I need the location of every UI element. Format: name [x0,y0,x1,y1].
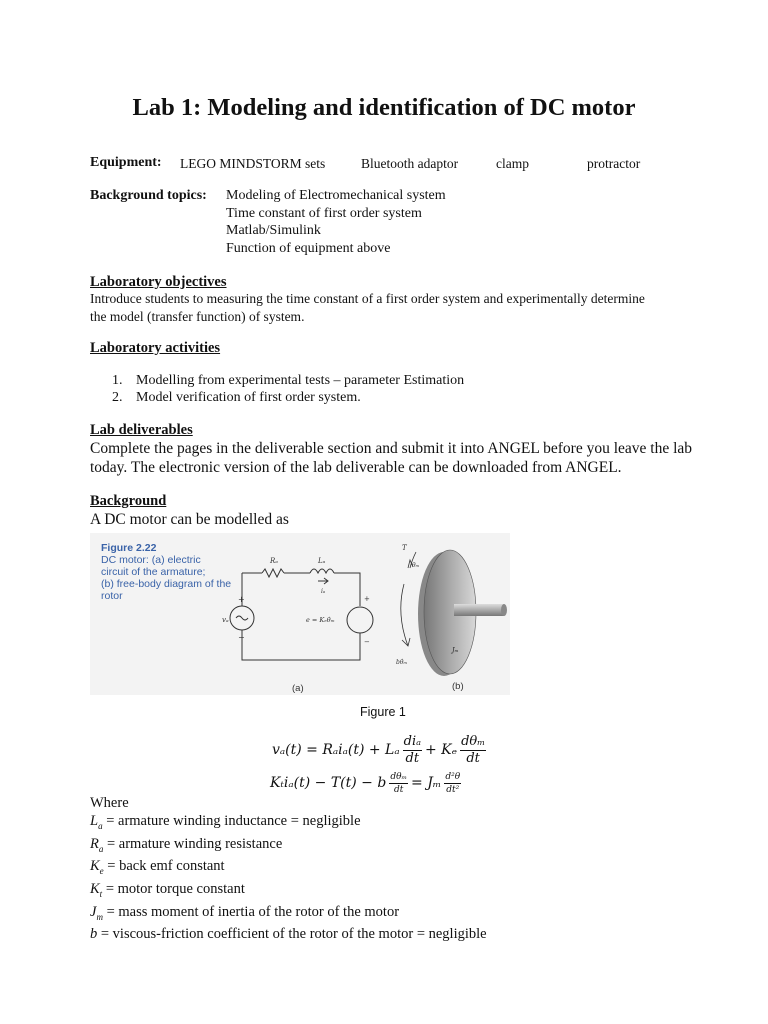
eq1-fraction-2 [460,734,486,767]
objectives-line: the model (transfer function) of system. [90,308,305,324]
definition-text: = armature winding inductance = negligible [102,813,361,829]
equation-1 [272,732,489,768]
fraction-denominator: dt [405,750,420,766]
figure-caption-line: circuit of the armature; [101,566,206,578]
topics-list [226,187,446,257]
definition-symbol: K [90,881,100,898]
definition-subscript: a [98,843,104,854]
deliverables-line: Complete the pages in the deliverable section and submit it into ANGEL before you leave the lab [90,440,693,457]
eq2-mid: = Jₘ [411,775,442,791]
list-text: Modelling from experimental tests – parameter Estimation [136,373,465,388]
label-inertia: Jₘ [452,646,459,654]
figure-sub-a: (a) [292,683,304,694]
label-ia: iₐ [321,588,326,595]
definition-symbol: K [90,858,100,875]
fraction-denominator: dt² [446,784,460,795]
figure-caption-line: DC motor: (a) electric [101,554,201,566]
figure-caption-line: rotor [101,590,123,602]
label-torque: T [402,544,407,552]
definition-item [90,926,730,944]
fraction-numerator: dθₘ [390,771,408,782]
equipment-item: Bluetooth adaptor [361,156,459,171]
figure-caption-line: (b) free-body diagram of the [101,578,232,590]
list-number: 1. [112,373,123,388]
topic-item: Function of equipment above [226,240,391,256]
deliverables-heading: Lab deliverables [90,422,193,438]
eq1-mid: + Kₑ [425,742,458,758]
definition-text: = motor torque constant [102,881,245,898]
label-plus: + [364,595,370,603]
definition-text: = viscous-friction coefficient of the rotor of the motor = negligible [97,926,487,943]
label-minus: − [364,638,370,646]
equipment-item: protractor [587,156,641,171]
eq2-lhs: Kₜiₐ(t) − T(t) − b [270,775,387,791]
list-text: Model verification of first order system. [136,390,361,405]
topic-item: Time constant of first order system [226,205,422,221]
label-friction: bθ̇ₘ [396,659,408,666]
definition-symbol: R [90,835,99,852]
objectives-line: Introduce students to measuring the time constant of a first order system and experimentally determine [90,291,645,306]
definition-symbol: b [90,926,98,943]
activities-list [112,372,464,406]
definition-subscript: m [96,911,103,922]
eq2-fraction-1 [389,771,408,796]
deliverables-text [90,440,740,477]
definition-item [90,836,730,859]
list-item [112,389,464,406]
rotor-diagram [390,540,510,680]
definition-text: = armature winding resistance [103,835,283,852]
label-va: vₐ [222,616,229,624]
definition-text: = mass moment of inertia of the rotor of the motor [102,903,400,920]
page-title: Lab 1: Modeling and identification of DC motor [132,94,636,121]
definition-subscript: e [99,866,104,877]
background-intro: A DC motor can be modelled as [90,511,289,528]
definition-subscript: t [99,888,103,899]
fraction-denominator: dt [393,784,404,795]
definition-symbol: J [90,903,97,920]
armature-circuit-diagram [220,548,380,668]
definition-item [90,881,730,904]
definition-text: = back emf constant [103,858,225,875]
definition-subscript: a [98,820,103,831]
label-emf: e = Kₑθ̇ₘ [306,616,335,624]
label-la: Lₐ [318,557,326,565]
label-plus: + [238,595,245,604]
deliverables-line: today. The electronic version of the lab deliverable can be downloaded from ANGEL. [90,458,622,476]
eq1-lhs: vₐ(t) = Rₐiₐ(t) + Lₐ [272,742,400,758]
definition-symbol: L [90,813,99,829]
objectives-heading: Laboratory objectives [90,274,227,290]
fraction-numerator: dθₘ [461,733,486,749]
list-number: 2. [112,390,123,405]
fraction-numerator: d²θ [445,771,461,782]
background-heading: Background [90,493,167,509]
objectives-text [90,290,730,325]
label-minus: − [238,633,245,642]
eq2-fraction-2 [444,771,461,796]
background-topics-label: Background topics: [90,188,207,203]
equipment-label: Equipment: [90,155,162,170]
definition-item [90,858,730,881]
equation-2 [270,768,464,798]
topic-item: Modeling of Electromechanical system [226,188,446,203]
fraction-denominator: dt [466,750,480,766]
topic-item: Matlab/Simulink [226,223,321,238]
activities-heading: Laboratory activities [90,340,221,356]
figure-caption [101,542,231,602]
fraction-numerator: diₐ [403,733,421,749]
figure-caption-title: Figure 2.22 [101,542,157,554]
equipment-item: clamp [496,156,529,171]
list-item [112,372,464,389]
definition-item [90,813,730,836]
label-theta: θₘ [412,562,420,569]
eq1-fraction-1 [403,734,422,767]
figure-label: Figure 1 [360,705,406,719]
definitions-list [90,813,730,944]
equipment-item: LEGO MINDSTORM sets [180,156,326,171]
definition-item [90,904,730,927]
figure-sub-b: (b) [452,681,464,692]
where-label: Where [90,795,129,811]
label-ra: Rₐ [270,557,278,565]
